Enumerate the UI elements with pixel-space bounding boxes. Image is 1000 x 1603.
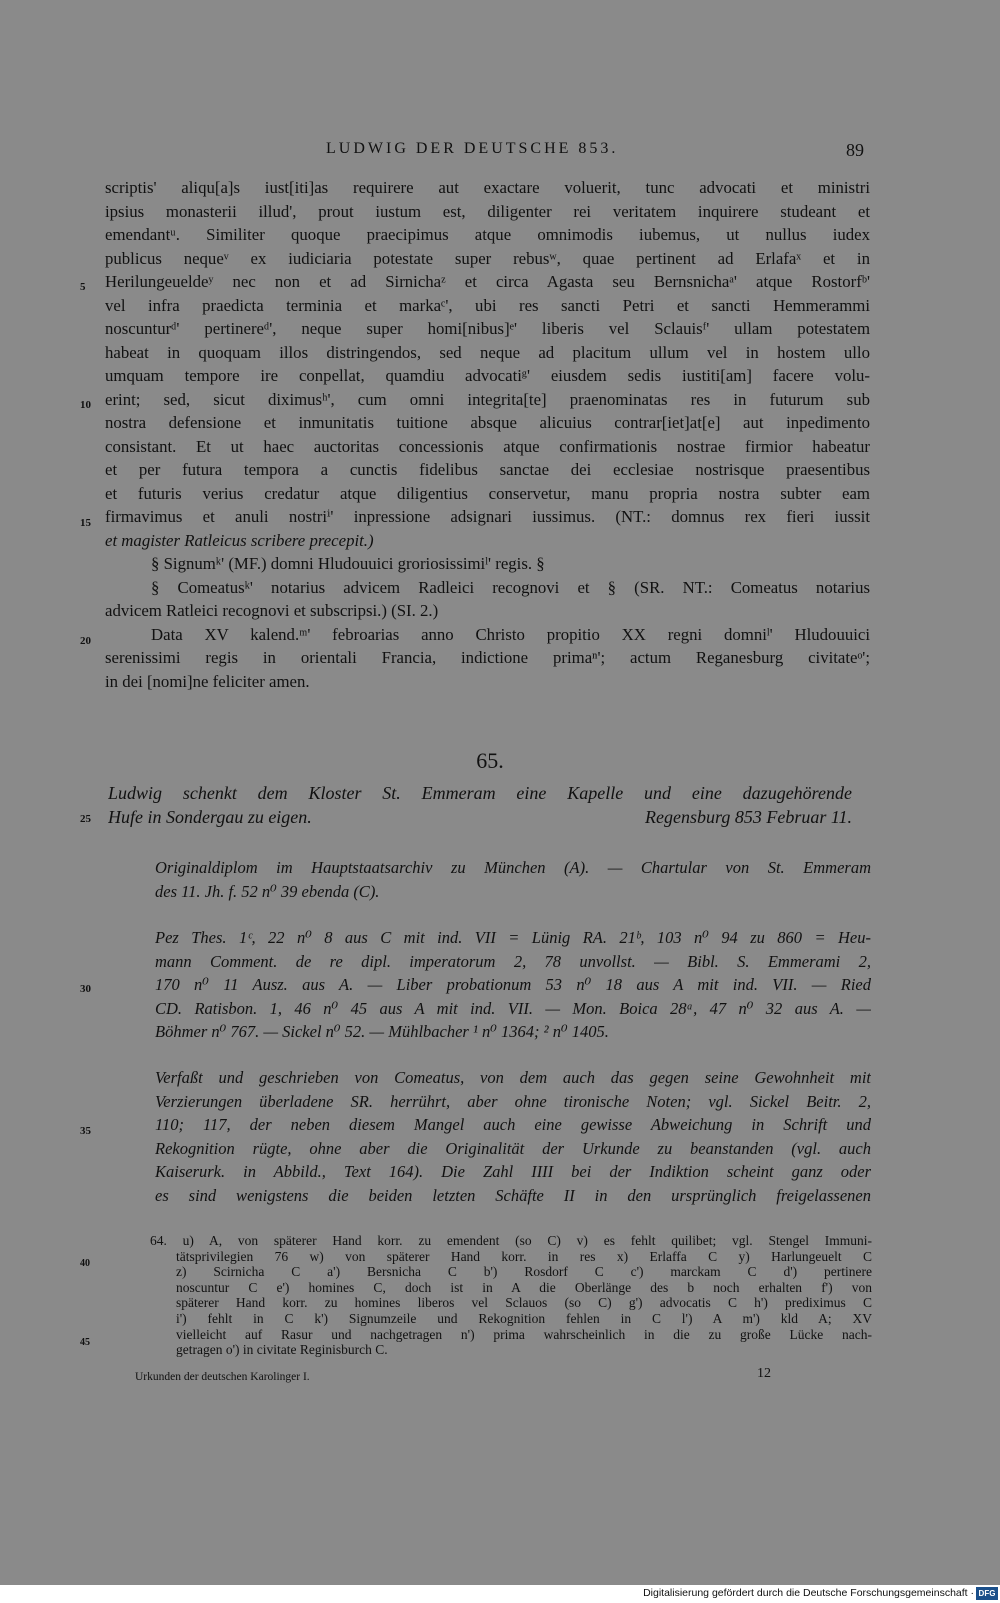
note-line: es sind wenigstens die beiden letzten Schäfte II in den ursprünglich freigelassenen <box>155 1185 871 1205</box>
text-line: consistant. Et ut haec auctoritas concessionis atque confirmationis nostrae firmior habeatur <box>105 436 870 456</box>
text-line: noscunturᵈ' pertinereᵈ', neque super homi[nibus]ᵉ' liberis vel Sclauisᶠ' ullam potestatem <box>105 319 870 338</box>
text-line: Herilungeueldeʸ nec non et ad Sirnichaᶻ et circa Agasta seu Bernsnichaᵃ' atque Rostorfᵇ' <box>105 272 870 291</box>
note-line: des 11. Jh. f. 52 n⁰ 39 ebenda (C). <box>155 881 380 901</box>
line-number: 15 <box>80 517 91 529</box>
text-line: et futuris verius credatur atque diligentius conservetur, manu propria nostra subter eam <box>105 483 870 503</box>
page-number: 89 <box>846 140 864 160</box>
commentary-note <box>155 1066 871 1207</box>
dfg-logo-icon: DFG <box>976 1587 998 1600</box>
text-line: emendantᵘ. Similiter quoque praecipimus atque omnimodis iubemus, ut nullus iudex <box>105 225 870 244</box>
line-number: 35 <box>80 1125 91 1137</box>
comeatus-line: advicem Ratleici recognovi et subscripsi.) (SI. 2.) <box>105 601 439 620</box>
note-line: Kaiserurk. in Abbild., Text 164). Die Zahl IIII bei der Indiktion scheint ganz oder <box>155 1162 871 1181</box>
footnote-line: getragen o') in civitate Reginisburch C. <box>176 1342 388 1358</box>
line-number: 30 <box>80 983 91 995</box>
footnote-line: tätsprivilegien 76 w) von späterer Hand korr. in res x) Erlaffa C y) Harlungeuelt C <box>176 1248 872 1264</box>
note-line: CD. Ratisbon. 1, 46 n⁰ 45 aus A mit ind. VII. — Mon. Boica 28ᵃ, 47 n⁰ 32 aus A. — <box>155 998 871 1018</box>
note-line: Verzierungen überladene SR. herrührt, aber ohne tironische Noten; vgl. Sickel Beitr. 2, <box>155 1091 871 1111</box>
note-line: Böhmer n⁰ 767. — Sickel n⁰ 52. — Mühlbacher ¹ n⁰ 1364; ² n⁰ 1405. <box>155 1022 609 1041</box>
signum-line: § Signumᵏ' (MF.) domni Hludouuici groriosissimiˡ' regis. § <box>151 554 545 573</box>
line-number: 10 <box>80 399 91 411</box>
main-text <box>105 176 870 693</box>
data-line: serenissimi regis in orientali Francia, indictione primaⁿ'; actum Reganesburg civitateᵒ'; <box>105 648 870 667</box>
signature-number: 12 <box>757 1366 771 1381</box>
note-line: Pez Thes. 1ᶜ, 22 n⁰ 8 aus C mit ind. VII = Lünig RA. 21ᵇ, 103 n⁰ 94 zu 860 = Heu- <box>155 928 871 947</box>
credit-text: Digitalisierung gefördert durch die Deutsche Forschungsgemeinschaft · <box>643 1587 974 1599</box>
note-line: 170 n⁰ 11 Ausz. aus A. — Liber probationum 53 n⁰ 18 aus A mit ind. VII. — Ried <box>155 975 871 994</box>
regest-line: Ludwig schenkt dem Kloster St. Emmeram eine Kapelle und eine dazugehörende <box>108 783 852 803</box>
note-line: mann Comment. de re dipl. imperatorum 2, 78 unvollst. — Bibl. S. Emmerami 2, <box>155 951 871 971</box>
document-number: 65. <box>476 748 504 773</box>
line-number: 20 <box>80 635 91 647</box>
footnote-line: noscuntur C e') homines C, doch ist in A die Oberlänge des b noch erhalten f') von <box>176 1279 872 1295</box>
footnotes <box>150 1233 872 1358</box>
comeatus-line: § Comeatusᵏ' notarius advicem Radleici recognovi et § (SR. NT.: Comeatus notarius <box>151 577 870 597</box>
tradition-note <box>155 856 871 903</box>
line-number: 40 <box>80 1258 90 1269</box>
footnote-line: z) Scirnicha C a') Bersnicha C b') Rosdorf C c') marckam C d') pertinere <box>176 1264 872 1280</box>
text-line: et per futura tempora a cunctis fidelibus sanctae dei ecclesiae nostrisque praesentibus <box>105 460 870 479</box>
editions-note <box>155 926 871 1044</box>
footnote-line: 64. u) A, von späterer Hand korr. zu emendent (so C) v) es fehlt quilibet; vgl. Stengel Immuni- <box>150 1233 872 1248</box>
running-head: LUDWIG DER DEUTSCHE 853. <box>326 140 619 157</box>
line-number: 25 <box>80 813 91 825</box>
note-line: 110; 117, der neben diesem Mangel auch eine gewisse Abweichung in Schrift und <box>155 1115 871 1134</box>
footnote-line: späterer Hand korr. zu homines liberos vel Sclauos (so C) g') advocatis C h') prediximus C <box>176 1295 872 1311</box>
text-line: scriptis' aliqu[a]s iust[iti]as requirere aut exactare voluerit, tunc advocati et ministri <box>105 178 870 197</box>
text-line: nostra defensione et inmunitatis tuitione absque alicuius contrar[iet]at[e] aut inpedimento <box>105 413 870 432</box>
note-line: Verfaßt und geschrieben von Comeatus, von dem auch das gegen seine Gewohnheit mit <box>155 1068 871 1087</box>
data-line: in dei [nomi]ne feliciter amen. <box>105 671 310 691</box>
text-line: et magister Ratleicus scribere precepit.) <box>105 530 374 550</box>
text-line: erint; sed, sicut diximusʰ', cum omni integrita[te] praenominatas res in futurum sub <box>105 389 870 409</box>
footnote-line: vielleicht auf Rasur und nachgetragen n') prima wahrscheinlich in die zu große Lücke nach- <box>176 1326 872 1342</box>
note-line: Originaldiplom im Hauptstaatsarchiv zu München (A). — Chartular von St. Emmeram <box>155 858 871 877</box>
text-line: umquam tempore ire conpellat, quamdiu advocatiᵍ' eiusdem sedis iustiti[am] facere volu- <box>105 366 870 385</box>
regest-line: Hufe in Sondergau zu eigen. <box>108 807 312 827</box>
data-line: Data XV kalend.ᵐ' febroarias anno Christo propitio XX regni domniˡ' Hludouuici <box>151 624 870 644</box>
text-line: firmavimus et anuli nostriⁱ' inpressione adsignari iussimus. (NT.: domnus rex fieri iussit <box>105 507 870 526</box>
text-line: ipsius monasterii illud', prout iustum est, diligenter rei veritatem inquirere studeant et <box>105 201 870 221</box>
regest <box>108 781 852 829</box>
note-line: Rekognition rügte, ohne aber die Originalität der Urkunde zu beanstanden (vgl. auch <box>155 1138 871 1158</box>
text-line: publicus nequeᵛ ex iudiciaria potestate super rebusʷ, quae pertinent ad Erlafaˣ et in <box>105 248 870 268</box>
place-date: Regensburg 853 Februar 11. <box>645 807 852 827</box>
footnote-line: i') fehlt in C k') Signumzeile und Rekognition fehlen in C l') A m') kld A; XV <box>176 1310 872 1326</box>
line-number: 45 <box>80 1337 90 1348</box>
line-number: 5 <box>80 281 86 293</box>
text-line: habeat in quoquam illos distringendos, sed neque ad placitum ullum vel in hostem ullo <box>105 342 870 362</box>
text-line: vel infra praedicta terminia et markaᶜ', ubi res sancti Petri et sancti Hemmerammi <box>105 295 870 315</box>
footer-series-title: Urkunden der deutschen Karolinger I. <box>135 1371 310 1383</box>
